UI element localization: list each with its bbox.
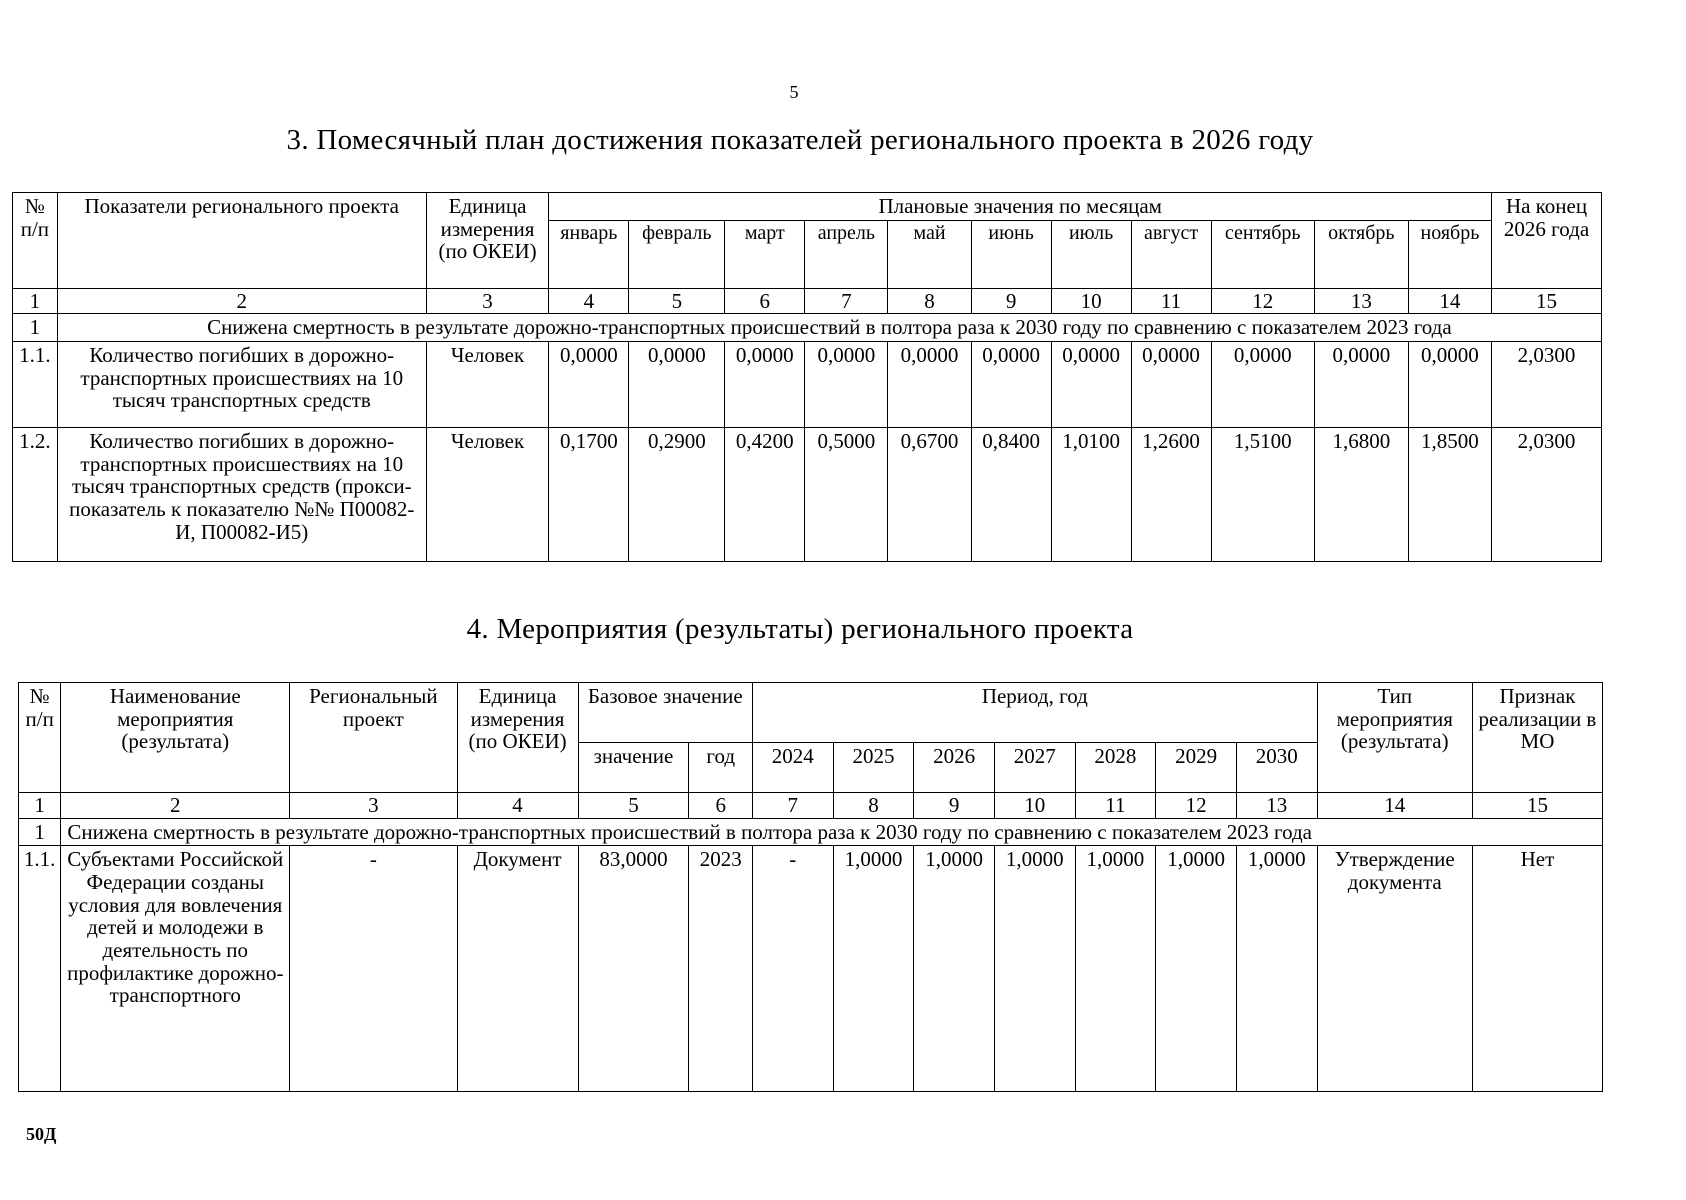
- header-month: март: [725, 220, 805, 288]
- year-value: 1,0000: [1156, 846, 1237, 1092]
- year-value: -: [752, 846, 833, 1092]
- value-cell: 0,5000: [805, 428, 888, 562]
- header-indicator: Показатели регионального проекта: [57, 193, 426, 289]
- page-number: 5: [789, 82, 799, 102]
- year-value: 1,0000: [1075, 846, 1156, 1092]
- column-number: 6: [725, 288, 805, 314]
- value-cell: 0,4200: [725, 428, 805, 562]
- value-cell: 0,0000: [805, 342, 888, 428]
- column-number: 10: [1051, 288, 1131, 314]
- header-month: сентябрь: [1211, 220, 1314, 288]
- activity-name: Субъектами Российской Федерации созданы условия для вовлечения детей и молодежи в деятельность по профилактике дорожно-транспортного: [61, 846, 290, 1092]
- column-number: 12: [1156, 793, 1237, 819]
- row-num: 1.2.: [13, 428, 58, 562]
- header-year: 2030: [1236, 743, 1317, 793]
- column-number: 9: [914, 793, 995, 819]
- indicator-name: Количество погибших в дорожно-транспортных происшествиях на 10 тысяч транспортных средств: [57, 342, 426, 428]
- footer-code: 50Д: [26, 1124, 57, 1144]
- monthly-plan-table: [12, 192, 1602, 562]
- column-number: 1: [19, 793, 61, 819]
- header-base: Базовое значение: [578, 683, 752, 743]
- column-number: 11: [1075, 793, 1156, 819]
- row-unit: Документ: [457, 846, 578, 1092]
- value-cell: 1,6800: [1314, 428, 1408, 562]
- column-number: 13: [1236, 793, 1317, 819]
- header-base-value: значение: [578, 743, 689, 793]
- activity-type: Утверждение документа: [1317, 846, 1472, 1092]
- column-number: 7: [805, 288, 888, 314]
- group-text: Снижена смертность в результате дорожно-транспортных происшествий в полтора раза к 2030 году по сравнению с показателем 2023 года: [61, 818, 1603, 846]
- header-type: Тип мероприятия (результата): [1317, 683, 1472, 793]
- column-number: 7: [752, 793, 833, 819]
- value-cell: 0,0000: [629, 342, 725, 428]
- row-num: 1.1.: [19, 846, 61, 1092]
- table-row: [13, 428, 1602, 562]
- header-num: № п/п: [13, 193, 58, 289]
- column-number: 5: [578, 793, 689, 819]
- value-cell: 0,0000: [1051, 342, 1131, 428]
- header-year: 2025: [833, 743, 914, 793]
- column-number: 14: [1317, 793, 1472, 819]
- value-cell: 0,1700: [549, 428, 629, 562]
- header-year: 2029: [1156, 743, 1237, 793]
- value-cell: 0,2900: [629, 428, 725, 562]
- base-value: 83,0000: [578, 846, 689, 1092]
- column-number: 2: [61, 793, 290, 819]
- header-month: июнь: [971, 220, 1051, 288]
- table-row: [19, 846, 1603, 1092]
- group-num: 1: [13, 314, 58, 342]
- column-number: 2: [57, 288, 426, 314]
- section-3-title: 3. Помесячный план достижения показателей регионального проекта в 2026 году: [286, 124, 1314, 156]
- header-end-of-year: На конец 2026 года: [1492, 193, 1602, 289]
- column-number: 4: [549, 288, 629, 314]
- value-cell: 0,0000: [1131, 342, 1211, 428]
- activities-table: [18, 682, 1603, 1092]
- header-year: 2028: [1075, 743, 1156, 793]
- column-number: 13: [1314, 288, 1408, 314]
- header-month: октябрь: [1314, 220, 1408, 288]
- value-cell: 1,2600: [1131, 428, 1211, 562]
- value-cell: 0,8400: [971, 428, 1051, 562]
- header-num: № п/п: [19, 683, 61, 793]
- column-number: 15: [1472, 793, 1602, 819]
- header-name: Наименование мероприятия (результата): [61, 683, 290, 793]
- value-cell: 0,0000: [888, 342, 971, 428]
- section-4-title: 4. Мероприятия (результаты) регионального проекта: [466, 613, 1134, 645]
- column-number: 6: [689, 793, 753, 819]
- header-base-year: год: [689, 743, 753, 793]
- value-cell: 0,6700: [888, 428, 971, 562]
- header-unit: Единица измерения (по ОКЕИ): [457, 683, 578, 793]
- row-unit: Человек: [426, 342, 549, 428]
- column-number: 1: [13, 288, 58, 314]
- header-plan: Плановые значения по месяцам: [549, 193, 1492, 221]
- row-project: -: [290, 846, 457, 1092]
- header-month: ноябрь: [1408, 220, 1491, 288]
- header-unit: Единица измерения (по ОКЕИ): [426, 193, 549, 289]
- value-cell: 1,5100: [1211, 428, 1314, 562]
- header-sign: Признак реализации в МО: [1472, 683, 1602, 793]
- column-number: 3: [426, 288, 549, 314]
- header-month: июль: [1051, 220, 1131, 288]
- table-row: [13, 342, 1602, 428]
- year-value: 1,0000: [994, 846, 1075, 1092]
- column-number: 12: [1211, 288, 1314, 314]
- column-number: 11: [1131, 288, 1211, 314]
- value-cell: 0,0000: [1314, 342, 1408, 428]
- header-project: Региональный проект: [290, 683, 457, 793]
- header-year: 2024: [752, 743, 833, 793]
- header-year: 2026: [914, 743, 995, 793]
- header-month: апрель: [805, 220, 888, 288]
- value-cell: 1,8500: [1408, 428, 1491, 562]
- group-text: Снижена смертность в результате дорожно-транспортных происшествий в полтора раза к 2030 году по сравнению с показателем 2023 года: [57, 314, 1601, 342]
- header-period: Период, год: [752, 683, 1317, 743]
- column-number: 10: [994, 793, 1075, 819]
- base-year: 2023: [689, 846, 753, 1092]
- year-value: 1,0000: [1236, 846, 1317, 1092]
- column-number: 4: [457, 793, 578, 819]
- value-cell: 0,0000: [1408, 342, 1491, 428]
- value-cell: 0,0000: [971, 342, 1051, 428]
- column-number: 15: [1492, 288, 1602, 314]
- value-cell: 0,0000: [725, 342, 805, 428]
- column-number: 3: [290, 793, 457, 819]
- value-cell: 1,0100: [1051, 428, 1131, 562]
- column-number: 9: [971, 288, 1051, 314]
- column-number: 5: [629, 288, 725, 314]
- year-value: 1,0000: [914, 846, 995, 1092]
- indicator-name: Количество погибших в дорожно-транспортных происшествиях на 10 тысяч транспортных средств (прокси- показатель к показателю №№ П00082-И, П00082-И5): [57, 428, 426, 562]
- group-num: 1: [19, 818, 61, 846]
- value-cell: 0,0000: [1211, 342, 1314, 428]
- row-unit: Человек: [426, 428, 549, 562]
- header-month: февраль: [629, 220, 725, 288]
- value-cell: 0,0000: [549, 342, 629, 428]
- value-cell: 2,0300: [1492, 342, 1602, 428]
- header-month: май: [888, 220, 971, 288]
- column-number: 14: [1408, 288, 1491, 314]
- header-month: январь: [549, 220, 629, 288]
- header-month: август: [1131, 220, 1211, 288]
- header-year: 2027: [994, 743, 1075, 793]
- value-cell: 2,0300: [1492, 428, 1602, 562]
- column-number: 8: [833, 793, 914, 819]
- column-number: 8: [888, 288, 971, 314]
- implementation-sign: Нет: [1472, 846, 1602, 1092]
- row-num: 1.1.: [13, 342, 58, 428]
- year-value: 1,0000: [833, 846, 914, 1092]
